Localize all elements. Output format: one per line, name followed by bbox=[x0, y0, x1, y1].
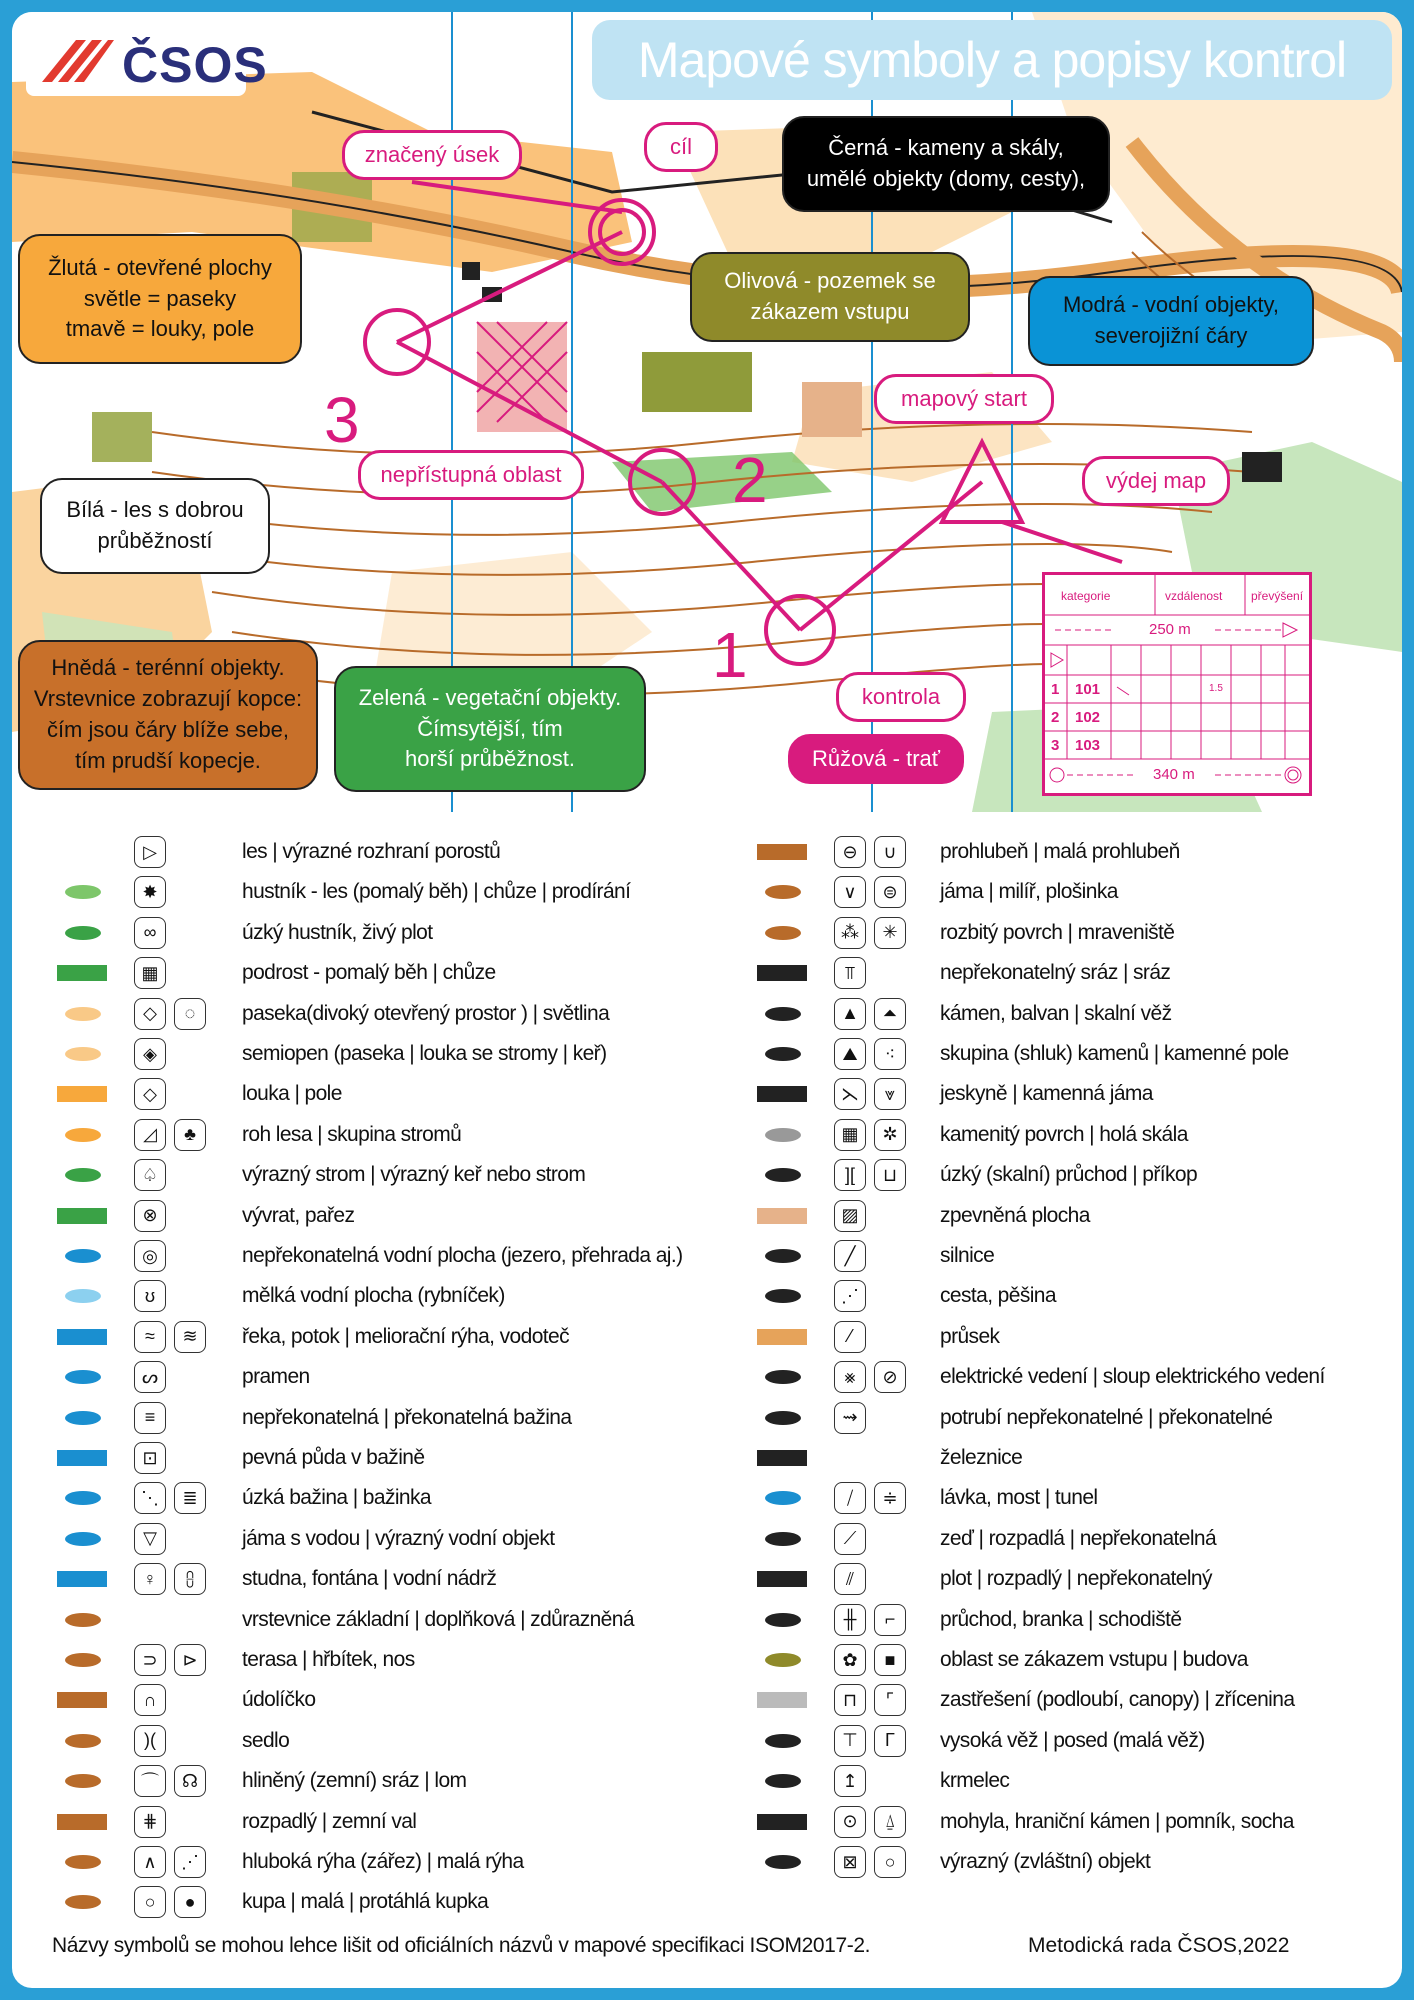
legend-map-sample bbox=[752, 1564, 814, 1594]
footer-note: Názvy symbolů se mohou lehce lišit od oficiálních názvů v mapové specifikaci ISOM2017-2. bbox=[52, 1934, 871, 1957]
legend-map-sample bbox=[52, 1807, 114, 1837]
legend-row bbox=[12, 1034, 712, 1074]
legend-map-sample bbox=[752, 1362, 814, 1392]
csos-logo-mark bbox=[36, 32, 116, 92]
legend-text: nepřekonatelná | překonatelná bažina bbox=[242, 1405, 572, 1429]
legend-map-sample bbox=[752, 1807, 814, 1837]
well-icon: ♀ bbox=[134, 1563, 166, 1595]
earth-bank-icon: ⌒ bbox=[134, 1765, 166, 1797]
legend-map-sample bbox=[52, 1887, 114, 1917]
paved-icon: ▨ bbox=[834, 1200, 866, 1232]
trees-icon: ♣ bbox=[174, 1119, 206, 1151]
map-number-2: 2 bbox=[732, 444, 768, 516]
legend-map-sample bbox=[752, 1403, 814, 1433]
legend-map-sample bbox=[752, 1766, 814, 1796]
csos-logo bbox=[26, 26, 268, 96]
legend-row bbox=[12, 1357, 712, 1397]
legend-map-sample bbox=[752, 1281, 814, 1311]
legend-map-sample bbox=[52, 1726, 114, 1756]
legend-right-column bbox=[712, 832, 1402, 1932]
legend-row bbox=[712, 832, 1402, 872]
legend-map-sample bbox=[52, 1322, 114, 1352]
control-description-table bbox=[1042, 572, 1312, 796]
label-cil: cíl bbox=[644, 122, 718, 172]
depression-icon: ⊖ bbox=[834, 836, 866, 868]
legend-text: řeka, potok | meliorační rýha, vodoteč bbox=[242, 1324, 569, 1348]
legend-text: rozpadlý | zemní val bbox=[242, 1809, 417, 1833]
map-number-1: 1 bbox=[712, 619, 748, 691]
cairn-icon: ⊙ bbox=[834, 1806, 866, 1838]
spur-icon: ⊳ bbox=[174, 1644, 206, 1676]
pond-icon: ʊ bbox=[134, 1280, 166, 1312]
legend-text: zpevněná plocha bbox=[940, 1203, 1090, 1227]
dotted-diamond-icon: ◈ bbox=[134, 1038, 166, 1070]
info-olivova-line: Olivová - pozemek se bbox=[724, 268, 936, 294]
legend-map-sample bbox=[752, 1645, 814, 1675]
anthill-icon: ✳ bbox=[874, 917, 906, 949]
legend-text: pevná půda v bažině bbox=[242, 1446, 425, 1469]
legend-row bbox=[712, 1276, 1402, 1316]
legend-row bbox=[712, 1317, 1402, 1357]
special-x-icon: ⊠ bbox=[834, 1846, 866, 1878]
legend-text: kámen, balvan | skalní věž bbox=[940, 1001, 1172, 1025]
label-vydej-map: výdej map bbox=[1082, 456, 1230, 506]
stream-icon: ≈ bbox=[134, 1321, 166, 1353]
ctable-row-num: 1 bbox=[1051, 681, 1060, 698]
info-bila-line: průběžností bbox=[97, 528, 213, 553]
legend-row bbox=[12, 1721, 712, 1761]
legend-map-sample bbox=[52, 1483, 114, 1513]
legend-text: hliněný (zemní) sráz | lom bbox=[242, 1769, 467, 1793]
legend-row bbox=[712, 953, 1402, 993]
legend-row bbox=[712, 1115, 1402, 1155]
legend-text: údolíčko bbox=[242, 1688, 316, 1712]
legend-map-sample bbox=[752, 1443, 814, 1473]
legend-row bbox=[12, 1155, 712, 1195]
legend-text: louka | pole bbox=[242, 1082, 342, 1106]
info-zelena-line: horší průběžnost. bbox=[405, 746, 575, 772]
legend-row bbox=[12, 1761, 712, 1801]
legend-map-sample bbox=[52, 1120, 114, 1150]
reentrant-icon: ∩ bbox=[134, 1684, 166, 1716]
ctable-row-num: 2 bbox=[1051, 709, 1060, 726]
legend-map-sample bbox=[752, 918, 814, 948]
legend-text: terasa | hřbítek, nos bbox=[242, 1648, 415, 1671]
ride-icon: ⁄ bbox=[834, 1321, 866, 1353]
legend-text: mohyla, hraniční kámen | pomník, socha bbox=[940, 1809, 1294, 1833]
legend bbox=[12, 832, 1402, 1952]
legend-row bbox=[712, 1357, 1402, 1397]
cliff-icon: ⫪ bbox=[834, 957, 866, 989]
info-zelena-line: Čímsytější, tím bbox=[417, 715, 563, 741]
saddle-icon: )( bbox=[134, 1725, 166, 1757]
legend-text: kupa | malá | protáhlá kupka bbox=[242, 1890, 489, 1914]
legend-text: nepřekonatelná vodní plocha (jezero, přehrada aj.) bbox=[242, 1244, 683, 1267]
legend-map-sample bbox=[752, 1201, 814, 1231]
legend-map-sample bbox=[52, 1685, 114, 1715]
legend-row bbox=[12, 1640, 712, 1680]
ctable-row-code: 101 bbox=[1075, 681, 1101, 698]
boulder-cluster-icon: ⛰ bbox=[834, 1038, 866, 1070]
small-depression-icon: ∪ bbox=[874, 836, 906, 868]
info-modra-line: severojižní čáry bbox=[1094, 323, 1248, 348]
legend-row bbox=[12, 1600, 712, 1640]
dotted-circle-icon: ◌ bbox=[174, 998, 206, 1030]
legend-row bbox=[12, 1196, 712, 1236]
legend-map-sample bbox=[52, 1039, 114, 1069]
legend-map-sample bbox=[52, 1160, 114, 1190]
legend-map-sample bbox=[752, 1241, 814, 1271]
info-modra bbox=[1028, 276, 1314, 366]
legend-text: průsek bbox=[940, 1324, 1000, 1348]
legend-text: hluboká rýha (zářez) | malá rýha bbox=[242, 1850, 524, 1873]
page-title: Mapové symboly a popisy kontrol bbox=[592, 20, 1392, 100]
legend-row bbox=[712, 1398, 1402, 1438]
trench-icon: ⊔ bbox=[874, 1159, 906, 1191]
pillar-icon: ⏶ bbox=[874, 998, 906, 1030]
pylon-icon: ⊘ bbox=[874, 1361, 906, 1393]
ruin-icon: ⌜ bbox=[874, 1684, 906, 1716]
legend-row bbox=[712, 1680, 1402, 1720]
legend-row bbox=[12, 1478, 712, 1518]
info-hneda-line: Hnědá - terénní objekty. bbox=[51, 655, 285, 681]
legend-row bbox=[712, 1640, 1402, 1680]
legend-map-sample bbox=[52, 1201, 114, 1231]
legend-map-sample bbox=[752, 1726, 814, 1756]
tree-icon: ♤ bbox=[134, 1159, 166, 1191]
legend-map-sample bbox=[52, 1281, 114, 1311]
platform-icon: ⊜ bbox=[874, 876, 906, 908]
legend-row bbox=[712, 1196, 1402, 1236]
info-cerna-line: Černá - kameny a skály, bbox=[828, 135, 1064, 161]
legend-text: oblast se zákazem vstupu | budova bbox=[940, 1648, 1248, 1671]
legend-map-sample bbox=[52, 1766, 114, 1796]
legend-text: podrost - pomalý běh | chůze bbox=[242, 961, 496, 985]
tower-icon: ⊤ bbox=[834, 1725, 866, 1757]
legend-map-sample bbox=[752, 1524, 814, 1554]
legend-text: výrazný (zvláštní) objekt bbox=[940, 1850, 1151, 1873]
legend-text: cesta, pěšina bbox=[940, 1284, 1056, 1308]
legend-row bbox=[12, 1519, 712, 1559]
legend-map-sample bbox=[752, 999, 814, 1029]
legend-text: vrstevnice základní | doplňková | zdůrazněná bbox=[242, 1607, 634, 1631]
info-modra-line: Modrá - vodní objekty, bbox=[1062, 292, 1280, 318]
legend-row bbox=[712, 1519, 1402, 1559]
legend-text: pramen bbox=[242, 1365, 310, 1389]
legend-map-sample bbox=[752, 1322, 814, 1352]
legend-text: rozbitý povrch | mraveniště bbox=[940, 920, 1175, 944]
legend-row bbox=[12, 1842, 712, 1882]
legend-map-sample bbox=[52, 837, 114, 867]
ctable-note: 1.5 bbox=[1209, 683, 1223, 694]
map-number-3: 3 bbox=[324, 384, 360, 456]
building-icon: ■ bbox=[874, 1644, 906, 1676]
small-knoll-icon: ● bbox=[174, 1886, 206, 1918]
legend-text: jáma s vodou | výrazný vodní objekt bbox=[242, 1526, 555, 1550]
info-zelena-line: Zelená - vegetační objekty. bbox=[358, 684, 622, 710]
legend-map-sample bbox=[752, 958, 814, 988]
legend-text: mělká vodní plocha (rybníček) bbox=[242, 1284, 505, 1308]
label-ruzova-trat: Růžová - trať bbox=[788, 734, 964, 784]
legend-row bbox=[712, 1438, 1402, 1478]
legend-row bbox=[712, 1074, 1402, 1114]
legend-row bbox=[712, 1155, 1402, 1195]
road-icon: ╱ bbox=[834, 1240, 866, 1272]
legend-text: jeskyně | kamenná jáma bbox=[940, 1082, 1153, 1106]
info-cerna bbox=[782, 116, 1110, 212]
legend-row bbox=[712, 1236, 1402, 1276]
logo-text: ČSOS bbox=[122, 37, 268, 93]
hedge-icon: ∞ bbox=[134, 917, 166, 949]
legend-row bbox=[12, 872, 712, 912]
legend-text: jáma | milíř, plošinka bbox=[940, 880, 1118, 904]
earth-wall-icon: ⋕ bbox=[134, 1806, 166, 1838]
legend-row bbox=[12, 913, 712, 953]
ctable-row-num: 3 bbox=[1051, 737, 1060, 754]
ctable-start-distance: 250 m bbox=[1149, 621, 1191, 638]
ctable-header-kategorie: kategorie bbox=[1061, 589, 1111, 603]
gully-icon: ∧ bbox=[134, 1846, 166, 1878]
legend-map-sample bbox=[752, 1483, 814, 1513]
ctable-header-prevyseni: převýšení bbox=[1251, 589, 1304, 603]
legend-row bbox=[712, 872, 1402, 912]
legend-row bbox=[712, 1802, 1402, 1842]
legend-text: prohlubeň | malá prohlubeň bbox=[940, 840, 1180, 863]
legend-text: skupina (shluk) kamenů | kamenné pole bbox=[940, 1042, 1289, 1065]
dense-icon: ✸ bbox=[134, 876, 166, 908]
legend-row bbox=[712, 1600, 1402, 1640]
terrace-icon: ⊃ bbox=[134, 1644, 166, 1676]
wall-icon: ⟋ bbox=[834, 1523, 866, 1555]
legend-row bbox=[712, 1559, 1402, 1599]
legend-map-sample bbox=[752, 1605, 814, 1635]
legend-map-sample bbox=[52, 1362, 114, 1392]
legend-text: semiopen (paseka | louka se stromy | keř) bbox=[242, 1042, 607, 1065]
info-zluta-line: Žlutá - otevřené plochy bbox=[48, 254, 272, 280]
info-hneda-line: čím jsou čáry blíže sebe, bbox=[46, 717, 290, 742]
boulder-icon: ▲ bbox=[834, 998, 866, 1030]
legend-row bbox=[12, 1882, 712, 1922]
legend-map-sample bbox=[752, 1685, 814, 1715]
stand-icon: Γ bbox=[874, 1725, 906, 1757]
legend-map-sample bbox=[52, 1079, 114, 1109]
oob-icon: ✿ bbox=[834, 1644, 866, 1676]
crossing-icon: ╫ bbox=[834, 1604, 866, 1636]
boulder-field-icon: ⁖ bbox=[874, 1038, 906, 1070]
legend-text: úzká bažina | bažinka bbox=[242, 1486, 431, 1510]
legend-map-sample bbox=[52, 1241, 114, 1271]
legend-row bbox=[12, 953, 712, 993]
info-zluta-line: světle = paseky bbox=[83, 285, 237, 311]
legend-row bbox=[712, 994, 1402, 1034]
legend-map-sample bbox=[752, 877, 814, 907]
info-zelena bbox=[334, 666, 646, 792]
legend-map-sample bbox=[52, 1443, 114, 1473]
legend-text: zastřešení (podloubí, canopy) | zřícenina bbox=[940, 1688, 1295, 1712]
legend-map-sample bbox=[52, 999, 114, 1029]
legend-row bbox=[12, 1802, 712, 1842]
info-olivova bbox=[690, 252, 970, 342]
legend-text: kamenitý povrch | holá skála bbox=[940, 1122, 1188, 1146]
legend-map-sample bbox=[752, 1120, 814, 1150]
pipeline-icon: ⇝ bbox=[834, 1402, 866, 1434]
label-mapovy-start: mapový start bbox=[874, 374, 1054, 424]
firm-ground-icon: ⊡ bbox=[134, 1442, 166, 1474]
legend-text: elektrické vedení | sloup elektrického vedení bbox=[940, 1365, 1325, 1389]
page bbox=[12, 12, 1402, 1988]
special-o-icon: ○ bbox=[874, 1846, 906, 1878]
legend-map-sample bbox=[752, 1160, 814, 1190]
legend-row bbox=[12, 1276, 712, 1316]
legend-row bbox=[12, 1317, 712, 1357]
legend-map-sample bbox=[52, 1403, 114, 1433]
legend-row bbox=[12, 1236, 712, 1276]
legend-row bbox=[712, 1761, 1402, 1801]
info-hneda bbox=[18, 640, 318, 790]
path-icon: ⋰ bbox=[834, 1280, 866, 1312]
monument-icon: ⍙ bbox=[874, 1806, 906, 1838]
legend-text: výrazný strom | výrazný keř nebo strom bbox=[242, 1163, 586, 1187]
canopy-icon: ⊓ bbox=[834, 1684, 866, 1716]
legend-left-column bbox=[12, 832, 712, 1932]
tank-icon: ⩉ bbox=[174, 1563, 206, 1595]
quarry-icon: ☊ bbox=[174, 1765, 206, 1797]
legend-row bbox=[12, 832, 712, 872]
small-marsh-icon: ≣ bbox=[174, 1482, 206, 1514]
legend-row bbox=[12, 994, 712, 1034]
legend-text: průchod, branka | schodiště bbox=[940, 1607, 1182, 1631]
feeder-icon: ↥ bbox=[834, 1765, 866, 1797]
legend-text: úzký (skalní) průchod | příkop bbox=[940, 1163, 1198, 1187]
stairs-icon: ⌐ bbox=[874, 1604, 906, 1636]
label-nepristupna-oblast: nepřístupná oblast bbox=[358, 450, 584, 500]
legend-map-sample bbox=[52, 1847, 114, 1877]
legend-row bbox=[12, 1680, 712, 1720]
bridge-icon: ⧸ bbox=[834, 1482, 866, 1514]
legend-text: silnice bbox=[940, 1244, 995, 1267]
legend-text: studna, fontána | vodní nádrž bbox=[242, 1567, 497, 1591]
legend-map-sample bbox=[52, 1645, 114, 1675]
info-cerna-line: umělé objekty (domy, cesty), bbox=[806, 166, 1086, 191]
legend-text: hustník - les (pomalý běh) | chůze | prodírání bbox=[242, 880, 631, 904]
narrow-marsh-icon: ⋱ bbox=[134, 1482, 166, 1514]
legend-map-sample bbox=[52, 877, 114, 907]
tunnel-icon: ≑ bbox=[874, 1482, 906, 1514]
ditch-icon: ≋ bbox=[174, 1321, 206, 1353]
broken-ground-icon: ⁂ bbox=[834, 917, 866, 949]
knoll-icon: ○ bbox=[134, 1886, 166, 1918]
undergrowth-icon: ▦ bbox=[134, 957, 166, 989]
legend-text: roh lesa | skupina stromů bbox=[242, 1122, 462, 1146]
spring-icon: ᔕ bbox=[134, 1361, 166, 1393]
legend-row bbox=[12, 1115, 712, 1155]
pit-icon: ∨ bbox=[834, 876, 866, 908]
stony-pit-icon: ⩔ bbox=[874, 1078, 906, 1110]
legend-text: paseka(divoký otevřený prostor ) | světlina bbox=[242, 1001, 610, 1025]
label-znaceny-usek: značený úsek bbox=[342, 130, 522, 180]
legend-map-sample bbox=[52, 958, 114, 988]
legend-text: nepřekonatelný sráz | sráz bbox=[940, 961, 1171, 985]
legend-row bbox=[712, 913, 1402, 953]
rootstock-icon: ⊗ bbox=[134, 1200, 166, 1232]
info-hneda-line: tím prudší kopecje. bbox=[75, 747, 261, 773]
legend-map-sample bbox=[752, 1039, 814, 1069]
cave-icon: ⋋ bbox=[834, 1078, 866, 1110]
legend-text: vývrat, pařez bbox=[242, 1203, 355, 1227]
footer-credit: Metodická rada ČSOS,2022 bbox=[1028, 1934, 1290, 1957]
legend-map-sample bbox=[752, 1847, 814, 1877]
legend-map-sample bbox=[752, 837, 814, 867]
legend-row bbox=[12, 1438, 712, 1478]
info-zluta-line: tmavě = louky, pole bbox=[65, 316, 255, 342]
info-olivova-line: zákazem vstupu bbox=[750, 299, 910, 324]
legend-text: potrubí nepřekonatelné | překonatelné bbox=[940, 1405, 1273, 1429]
legend-text: sedlo bbox=[242, 1728, 290, 1752]
diamond-icon: ◇ bbox=[134, 998, 166, 1030]
label-kontrola: kontrola bbox=[836, 672, 966, 722]
legend-text: plot | rozpadlý | nepřekonatelný bbox=[940, 1567, 1212, 1591]
fence-icon: ⫽ bbox=[834, 1563, 866, 1595]
lake-icon: ◎ bbox=[134, 1240, 166, 1272]
info-zluta bbox=[18, 234, 302, 364]
stony-ground-icon: ▦ bbox=[834, 1119, 866, 1151]
ctable-header-vzdalenost: vzdálenost bbox=[1165, 589, 1223, 603]
legend-map-sample bbox=[52, 1524, 114, 1554]
legend-row bbox=[12, 1559, 712, 1599]
small-gully-icon: ⋰ bbox=[174, 1846, 206, 1878]
legend-text: úzký hustník, živý plot bbox=[242, 920, 433, 944]
legend-row bbox=[712, 1034, 1402, 1074]
bare-rock-icon: ✲ bbox=[874, 1119, 906, 1151]
legend-row bbox=[12, 1074, 712, 1114]
marsh-icon: ≡ bbox=[134, 1402, 166, 1434]
info-bila bbox=[40, 478, 270, 574]
legend-row bbox=[712, 1478, 1402, 1518]
arrow-corner-icon: ▷ bbox=[134, 836, 166, 868]
legend-row bbox=[712, 1842, 1402, 1882]
legend-text: lávka, most | tunel bbox=[940, 1486, 1098, 1510]
ctable-row-code: 103 bbox=[1075, 737, 1101, 754]
legend-text: les | výrazné rozhraní porostů bbox=[242, 840, 501, 863]
legend-map-sample bbox=[52, 918, 114, 948]
ctable-finish-distance: 340 m bbox=[1153, 766, 1195, 783]
legend-map-sample bbox=[752, 1079, 814, 1109]
ctable-row-code: 102 bbox=[1075, 709, 1101, 726]
legend-map-sample bbox=[52, 1564, 114, 1594]
water-hole-icon: ▽ bbox=[134, 1523, 166, 1555]
corner-icon: ◿ bbox=[134, 1119, 166, 1151]
diamond-icon: ◇ bbox=[134, 1078, 166, 1110]
legend-map-sample bbox=[52, 1605, 114, 1635]
passage-icon: ][ bbox=[834, 1159, 866, 1191]
info-bila-line: Bílá - les s dobrou bbox=[66, 497, 244, 523]
legend-text: vysoká věž | posed (malá věž) bbox=[940, 1728, 1205, 1752]
legend-text: krmelec bbox=[940, 1769, 1010, 1793]
info-hneda-line: Vrstevnice zobrazují kopce: bbox=[33, 686, 303, 712]
power-line-icon: ⨳ bbox=[834, 1361, 866, 1393]
legend-text: zeď | rozpadlá | nepřekonatelná bbox=[940, 1526, 1217, 1550]
legend-text: železnice bbox=[940, 1446, 1023, 1469]
legend-row bbox=[712, 1721, 1402, 1761]
legend-row bbox=[12, 1398, 712, 1438]
